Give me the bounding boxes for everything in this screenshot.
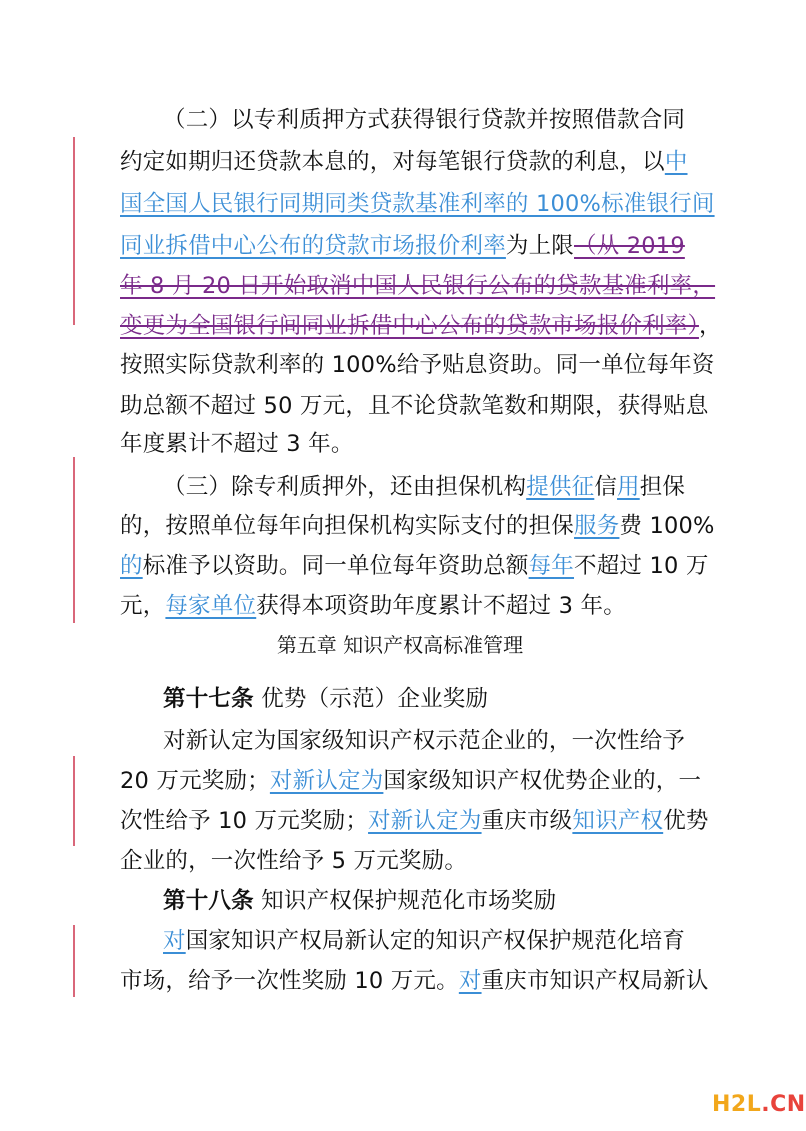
inserted-text: 知识产权 <box>572 808 664 834</box>
para3-line-2: 的，按照单位每年向担保机构实际支付的担保服务费 100% <box>120 513 715 539</box>
para3-line-1: （三）除专利质押外，还由担保机构提供征信用担保 <box>163 474 686 500</box>
change-bar <box>73 457 75 623</box>
art17-line-2: 20 万元奖励；对新认定为国家级知识产权优势企业的，一 <box>120 768 702 794</box>
inserted-text: 每家单位 <box>165 593 257 619</box>
inserted-text: 对新认定为 <box>269 768 384 794</box>
art17-line-1: 对新认定为国家级知识产权示范企业的，一次性给予 <box>163 728 686 754</box>
inserted-text: 对新认定为 <box>368 808 482 834</box>
para2-line-8: 助总额不超过 50 万元，且不论贷款笔数和期限，获得贴息 <box>120 393 709 419</box>
art17-line-3: 次性给予 10 万元奖励；对新认定为重庆市级知识产权优势 <box>120 808 709 834</box>
para2-line-4: 同业拆借中心公布的贷款市场报价利率为上限（从 2019 <box>120 233 685 259</box>
para2-line-1: （二）以专利质押方式获得银行贷款并按照借款合同 <box>163 107 686 133</box>
article-18-heading: 第十八条 知识产权保护规范化市场奖励 <box>163 888 557 914</box>
art17-line-4: 企业的，一次性给予 5 万元奖励。 <box>120 848 468 874</box>
inserted-text: 每年 <box>528 553 575 579</box>
article-17-heading: 第十七条 优势（示范）企业奖励 <box>163 686 489 712</box>
site-watermark-logo: H2L.CN <box>712 1092 806 1117</box>
para3-line-4: 元，每家单位获得本项资助年度累计不超过 3 年。 <box>120 593 626 619</box>
para2-line-7: 按照实际贷款利率的 100%给予贴息资助。同一单位每年资 <box>120 352 715 378</box>
para2-line-2: 约定如期归还贷款本息的，对每笔银行贷款的利息，以中 <box>120 149 688 175</box>
para2-line-6: 变更为全国银行间同业拆借中心公布的贷款市场报价利率）， <box>120 313 722 339</box>
inserted-text: 的 <box>120 553 143 579</box>
art18-line-2: 市场，给予一次性奖励 10 万元。对重庆市知识产权局新认 <box>120 968 709 994</box>
change-bar <box>73 756 75 846</box>
change-bar <box>73 925 75 997</box>
inserted-text: 中 <box>664 149 688 175</box>
inserted-text: 服务 <box>574 513 620 539</box>
art18-line-1: 对国家知识产权局新认定的知识产权保护规范化培育 <box>163 928 686 954</box>
para3-line-3: 的标准予以资助。同一单位每年资助总额每年不超过 10 万 <box>120 553 709 579</box>
inserted-text: 同业拆借中心公布的贷款市场报价利率 <box>120 233 506 259</box>
inserted-text: 对 <box>163 928 186 954</box>
inserted-text: 提供征 <box>526 474 595 500</box>
deleted-text: 变更为全国银行间同业拆借中心公布的贷款市场报价利率） <box>120 313 699 339</box>
para2-line-9: 年度累计不超过 3 年。 <box>120 431 354 457</box>
article-label: 第十七条 <box>163 686 254 712</box>
article-label: 第十八条 <box>163 888 254 914</box>
inserted-text: 用 <box>617 474 640 500</box>
para2-line-5 <box>120 271 715 301</box>
para2-line-3 <box>120 189 715 219</box>
change-bar <box>73 137 75 325</box>
chapter-heading: 第五章 知识产权高标准管理 <box>276 633 524 657</box>
deleted-text: （从 2019 <box>574 233 685 259</box>
inserted-text: 国全国人民银行同期同类贷款基准利率的 100%标准银行间 <box>120 191 715 217</box>
deleted-text: 年 8 月 20 日开始取消中国人民银行公布的贷款基准利率， <box>120 273 716 299</box>
inserted-text: 对 <box>458 968 482 994</box>
